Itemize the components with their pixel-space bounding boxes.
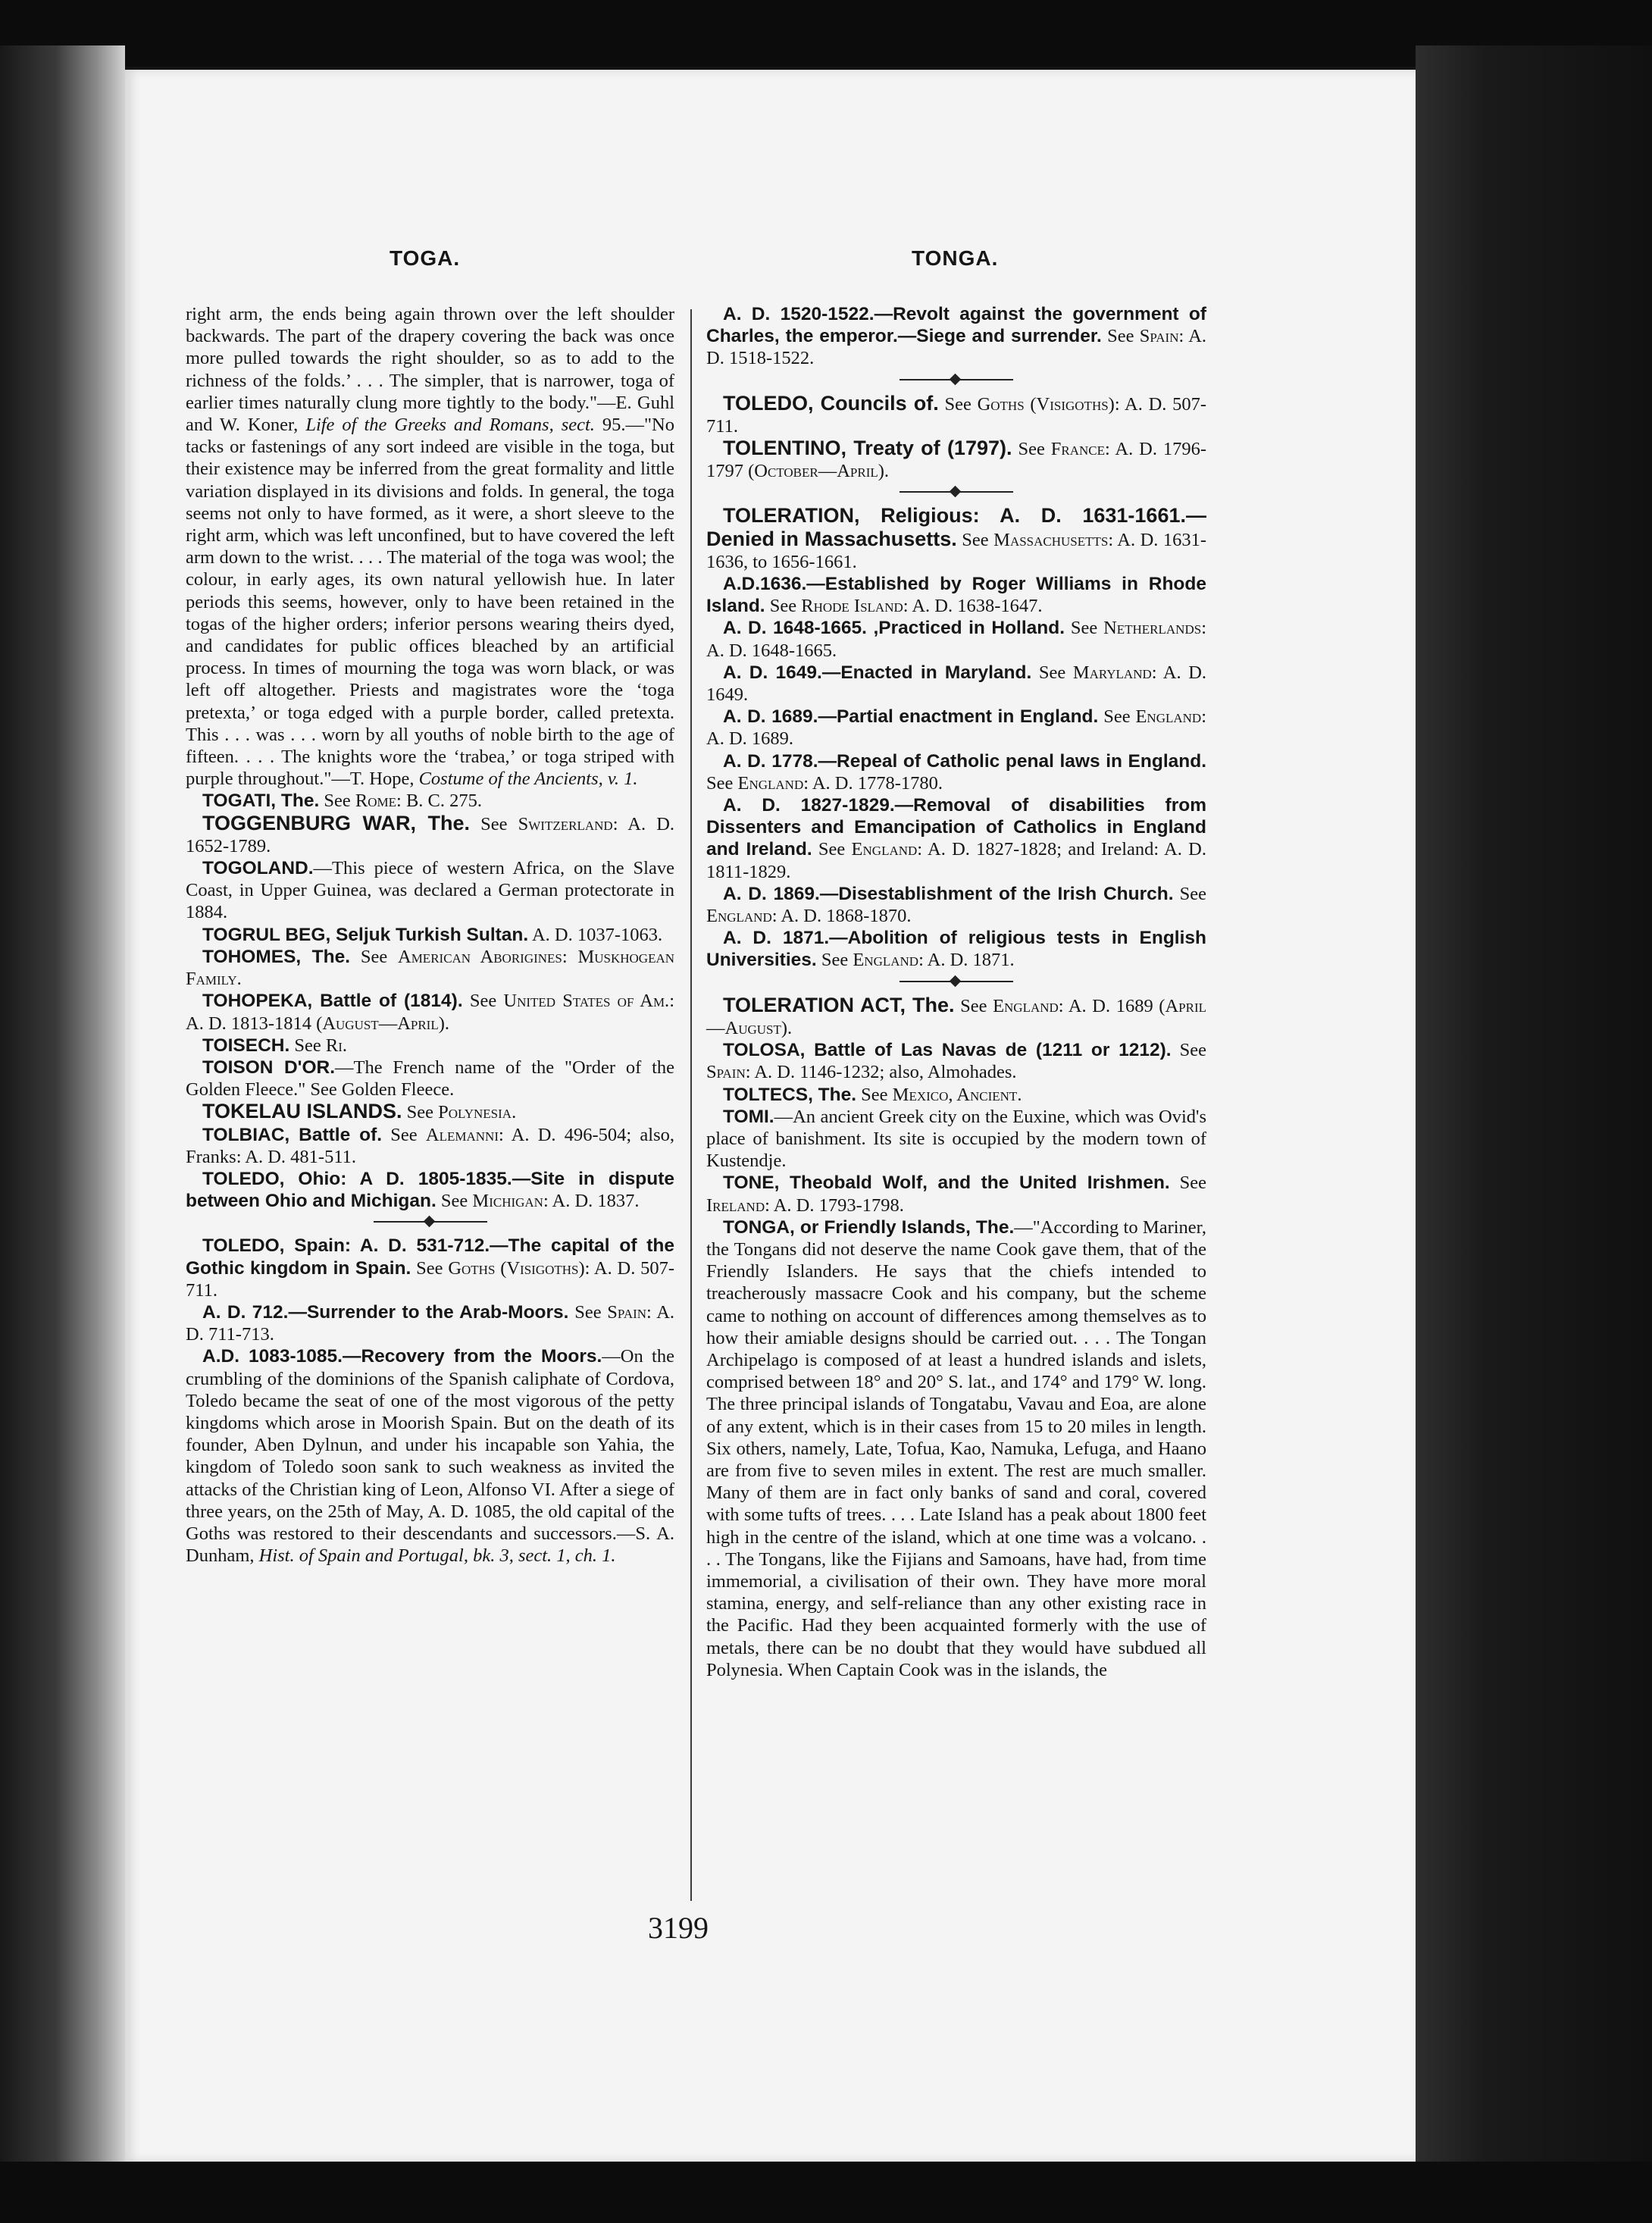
entry-headword: TOGGENBURG WAR, The. (202, 811, 471, 834)
subentry-toleration-1869: A. D. 1869.—Disestablishment of the Irish Church. See England: A. D. 1868-1870. (706, 883, 1206, 927)
entry-headword: A.D. 1083-1085.—Recovery from the Moors. (202, 1346, 602, 1367)
subentry-toleration-1778: A. D. 1778.—Repeal of Catholic penal laws in England. See England: A. D. 1778-1780. (706, 750, 1206, 794)
entry-headword: A. D. 1648-1665. ,Practiced in Holland. (723, 618, 1065, 639)
entry-headword: TONE, Theobald Wolf, and the United Irishmen. (723, 1173, 1170, 1194)
entry-tonga: TONGA, or Friendly Islands, The.—"According to Mariner, the Tongans did not deserve the name Cook gave them, that of the Friendly Islanders. He says that the chiefs intended to treacherously massacre Cook and his company, but the scheme came to nothing on account of differences among themselves as to how their amiable designs should be carried out. . . . The Tongan Archipelago is composed of at least a hundred islands and islets, comprised between 18° and 20° S. lat., and 174° and 179° W. long. The three principal islands of Tongatabu, Vavau and Eoa, are alone of any extent, which is in their cases from 15 to 20 miles in length. Six others, namely, Late, Tofua, Kao, Namuka, Lefuga, and Haano are from five to seven miles in extent. The rest are much smaller. Many of them are in fact only banks of sand and coral, covered with some tufts of trees. . . . Late Island has a peak about 1800 feet high in the centre of the island, which at one time was a volcano. . . . The Tongans, like the Fijians and Samoans, have had, from time immemorial, a civilisation of their own. They have more moral stamina, energy, and self-reliance than any other existing race in the Pacific. Had they been acquainted formerly with the use of metals, there can be no doubt that they would have subdued all Polynesia. When Captain Cook was in the islands, the (706, 1216, 1206, 1680)
cross-reference: England (737, 772, 804, 794)
cross-reference: Mexico, Ancient (892, 1084, 1018, 1105)
entry-toltecs: TOLTECS, The. See Mexico, Ancient. (723, 1084, 1022, 1105)
cross-reference: Goths (Visigoths) (977, 393, 1115, 415)
entry-headword: TOLERATION ACT, The. (723, 993, 955, 1016)
entry-tolbiac: TOLBIAC, Battle of. See Alemanni: A. D. 496-504; also, Franks: A. D. 481-511. (186, 1124, 675, 1167)
cross-reference: Rhode Island (801, 596, 903, 617)
subentry-toledo-1083: A.D. 1083-1085.—Recovery from the Moors.—On the crumbling of the dominions of the Spanish caliphate of Cordova, Toledo became the seat of one of the most vigorous of the petty kingdoms which arose in Moorish Spain. But on the death of its founder, Aben Dylnun, and under his incapable son Yahia, the kingdom of Toledo soon sank to such weakness as invited the attacks of the Christian king of Leon, Alfonso VI. After a siege of three years, on the 25th of May, A. D. 1085, the old capital of the Goths was restored to their descendants and successors.—S. A. Dunham, Hist. of Spain and Portugal, bk. 3, sect. 1, ch. 1. (186, 1346, 674, 1567)
subentry-toleration-1648: A. D. 1648-1665. ,Practiced in Holland. See Netherlands: A. D. 1648-1665. (706, 618, 1207, 661)
entry-headword: TOLEDO, Spain: A. D. 531-712.—The capital of the Gothic kingdom in Spain. (186, 1235, 674, 1279)
scan-border-right (1416, 45, 1652, 2223)
entry-headword: TOGATI, The. (202, 791, 320, 812)
entry-togati: TOGATI, The. See Rome: B. C. 275. (202, 791, 483, 812)
cross-reference: American Aborigines: Muskhogean Family (186, 946, 675, 990)
cross-reference: United States of Am. (503, 991, 670, 1012)
cross-reference: England (851, 839, 918, 860)
entry-toisech: TOISECH. See Ri. (202, 1035, 348, 1056)
entry-tolosa: TOLOSA, Battle of Las Navas de (1211 or 1212). See Spain: A. D. 1146-1232; also, Almohades. (706, 1040, 1207, 1083)
entry-headword: A. D. 1778.—Repeal of Catholic penal laws in England. (723, 750, 1206, 772)
entry-headword: TOGOLAND. (202, 858, 314, 879)
entry-headword: A. D. 1520-1522.—Revolt against the government of Charles, the emperor.—Siege and surrender. (706, 304, 1206, 347)
cross-reference: Goths (Visigoths) (448, 1257, 585, 1279)
entry-headword: TOLENTINO, Treaty of (1797). (723, 437, 1012, 460)
subentry-toledo-1520: A. D. 1520-1522.—Revolt against the government of Charles, the emperor.—Siege and surrender. See Spain: A. D. 1518-1522. (706, 304, 1207, 369)
scan-border-bottom (0, 2162, 1652, 2223)
entry-toledo-spain: TOLEDO, Spain: A. D. 531-712.—The capital of the Gothic kingdom in Spain. See Goths (Visigoths): A. D. 507-711. (186, 1235, 675, 1301)
entry-headword: TOLERATION, Religious: A. D. 1631-1661.—Denied in Massachusetts. (706, 504, 1206, 550)
running-head-right: TONGA. (912, 246, 999, 270)
entry-headword: TOLEDO, Councils of. (723, 391, 939, 415)
entry-toleration-religious: TOLERATION, Religious: A. D. 1631-1661.—Denied in Massachusetts. See Massachusetts: A. D. 1631-1636, to 1656-1661. (706, 504, 1207, 572)
entry-headword: A. D. 1871.—Abolition of religious tests in English Universities. (706, 928, 1206, 971)
entry-headword: TONGA, or Friendly Islands, The. (723, 1216, 1015, 1238)
section-divider (900, 973, 1013, 990)
column-rule (690, 309, 692, 1901)
cross-reference: England (1135, 706, 1202, 728)
entry-headword: TOLEDO, Ohio: A D. 1805-1835.—Site in dispute between Ohio and Michigan. (186, 1168, 674, 1212)
entry-headword: A.D.1636.—Established by Roger Williams in Rhode Island. (706, 574, 1206, 617)
scan-border-top (0, 0, 1652, 67)
entry-toggenburg-war: TOGGENBURG WAR, The. See Switzerland: A. D. 1652-1789. (186, 811, 675, 856)
page-number: 3199 (648, 1911, 709, 1945)
entry-headword: TOISECH. (202, 1035, 290, 1056)
cross-reference: Alemanni (425, 1124, 499, 1145)
cross-reference: England (853, 950, 919, 971)
entry-tokelau-islands: TOKELAU ISLANDS. See Polynesia. (202, 1100, 517, 1123)
entry-tomi: TOMI.—An ancient Greek city on the Euxine, which was Ovid's place of banishment. Its site is occupied by the modern town of Kustendje. (706, 1106, 1206, 1172)
subentry-toleration-1689: A. D. 1689.—Partial enactment in England. See England: A. D. 1689. (706, 706, 1207, 750)
cross-reference: Michigan (472, 1191, 543, 1212)
entry-headword: TOMI. (723, 1106, 774, 1127)
entry-headword: TOISON D'OR. (202, 1057, 336, 1078)
citation-italic: Costume of the Ancients, v. 1. (418, 769, 638, 790)
section-divider (900, 484, 1013, 500)
cross-reference: Ireland (706, 1194, 765, 1216)
entry-headword: A. D. 1827-1829.—Removal of disabilities from Dissenters and Emancipation of Catholics in England and Ireland. (706, 795, 1206, 860)
book-spine-shadow (0, 45, 125, 2223)
cross-reference: Netherlands (1103, 618, 1202, 639)
entry-toledo-councils: TOLEDO, Councils of. See Goths (Visigoths): A. D. 507-711. (706, 391, 1207, 437)
left-column (186, 303, 674, 1567)
cross-reference: England (706, 906, 772, 927)
cross-reference: Maryland (1072, 662, 1152, 683)
citation-italic: Hist. of Spain and Portugal, bk. 3, sect. 1, ch. 1. (258, 1545, 616, 1567)
entry-headword: TOLBIAC, Battle of. (202, 1124, 383, 1145)
toga-continuation: right arm, the ends being again thrown over the left shoulder backwards. The part of the drapery covering the back was once more pulled towards the right shoulder, so as to add to the richness of the folds.’ . . . The simpler, that is narrower, toga of earlier times naturally clung more tightly to the body."—E. Guhl and W. Koner, Life of the Greeks and Romans, sect. 95.—"No tacks or fastenings of any sort indeed are visible in the toga, but their existence may be inferred from the great formality and little variation displayed in its divisions and folds. In general, the toga seems not only to have formed, as it were, a short sleeve to the right arm, which was left unconfined, but to have covered the left arm down to the wrist. . . . The material of the toga was wool; the colour, in early ages, its own natural yellowish hue. In later periods this seems, however, only to have been retained in the togas of the higher orders; inferior persons wearing theirs dyed, and candidates for public offices bleached by an artificial process. In times of mourning the toga was worn black, or was left off altogether. Priests and magistrates wore the ‘toga pretexta,’ or toga edged with a purple border, called pretexta. This . . . was . . . worn by all youths of noble birth to the age of fifteen. . . . The knights wore the ‘trabea,’ or toga striped with purple throughout."—T. Hope, Costume of the Ancients, v. 1. (186, 304, 674, 790)
cross-reference: Ri (325, 1035, 343, 1056)
cross-reference: France (1050, 439, 1105, 460)
cross-reference: Rome (355, 791, 397, 812)
entry-tone: TONE, Theobald Wolf, and the United Irishmen. See Ireland: A. D. 1793-1798. (706, 1173, 1207, 1216)
entry-tohopeka: TOHOPEKA, Battle of (1814). See United States of Am.: A. D. 1813-1814 (August—April). (186, 991, 674, 1034)
entry-toleration-act: TOLERATION ACT, The. See England: A. D. 1689 (April—August). (706, 993, 1207, 1038)
divider-diamond-icon (423, 1216, 435, 1228)
entry-headword: A. D. 712.—Surrender to the Arab-Moors. (202, 1301, 569, 1323)
subentry-toleration-1636: A.D.1636.—Established by Roger Williams in Rhode Island. See Rhode Island: A. D. 1638-1647. (706, 574, 1206, 617)
divider-diamond-icon (950, 373, 962, 385)
entry-headword: TOHOPEKA, Battle of (1814). (202, 991, 463, 1012)
section-divider (900, 371, 1013, 388)
entry-togrul-beg: TOGRUL BEG, Seljuk Turkish Sultan. A. D. 1037-1063. (202, 924, 663, 945)
entry-tohomes: TOHOMES, The. See American Aborigines: Muskhogean Family. (186, 946, 675, 990)
running-head-left: TOGA. (390, 246, 461, 270)
entry-headword: TOHOMES, The. (202, 946, 351, 967)
right-column (706, 303, 1206, 1681)
cross-reference: Spain (1139, 326, 1179, 347)
cross-reference: Massachusetts (993, 529, 1109, 550)
subentry-toleration-1871: A. D. 1871.—Abolition of religious tests in English Universities. See England: A. D. 1871. (706, 928, 1206, 971)
entry-headword: A. D. 1689.—Partial enactment in England. (723, 706, 1099, 728)
entry-toison-dor: TOISON D'OR.—The French name of the "Order of the Golden Fleece." See Golden Fleece. (186, 1057, 674, 1101)
divider-diamond-icon (950, 975, 962, 987)
divider-diamond-icon (950, 486, 962, 498)
entry-headword: TOLTECS, The. (723, 1084, 857, 1105)
entry-tolentino: TOLENTINO, Treaty of (1797). See France: A. D. 1796-1797 (October—April). (706, 437, 1207, 482)
entry-headword: TOKELAU ISLANDS. (202, 1100, 402, 1123)
cross-reference: Spain (607, 1301, 647, 1323)
entry-headword: A. D. 1649.—Enacted in Maryland. (723, 662, 1032, 683)
entry-toledo-ohio: TOLEDO, Ohio: A D. 1805-1835.—Site in dispute between Ohio and Michigan. See Michigan: A. D. 1837. (186, 1168, 674, 1212)
cross-reference: England (993, 995, 1059, 1016)
cross-reference: Switzerland (518, 813, 613, 834)
section-divider (374, 1213, 487, 1230)
entry-togoland: TOGOLAND.—This piece of western Africa, on the Slave Coast, in Upper Guinea, was declared a German protectorate in 1884. (186, 858, 674, 923)
subentry-toleration-1649: A. D. 1649.—Enacted in Maryland. See Maryland: A. D. 1649. (706, 662, 1207, 706)
cross-reference: Polynesia (438, 1102, 512, 1123)
citation-italic: Life of the Greeks and Romans, sect. (305, 415, 595, 436)
entry-headword: A. D. 1869.—Disestablishment of the Irish Church. (723, 883, 1174, 904)
subentry-toledo-712: A. D. 712.—Surrender to the Arab-Moors. See Spain: A. D. 711-713. (186, 1301, 675, 1345)
subentry-toleration-1827: A. D. 1827-1829.—Removal of disabilities from Dissenters and Emancipation of Catholics in England and Ireland. See England: A. D. 1827-1828; and Ireland: A. D. 1811-1829. (706, 795, 1206, 882)
entry-headword: TOGRUL BEG, Seljuk Turkish Sultan. (202, 924, 529, 945)
cross-reference: Spain (706, 1062, 746, 1083)
entry-headword: TOLOSA, Battle of Las Navas de (1211 or 1212). (723, 1040, 1172, 1061)
